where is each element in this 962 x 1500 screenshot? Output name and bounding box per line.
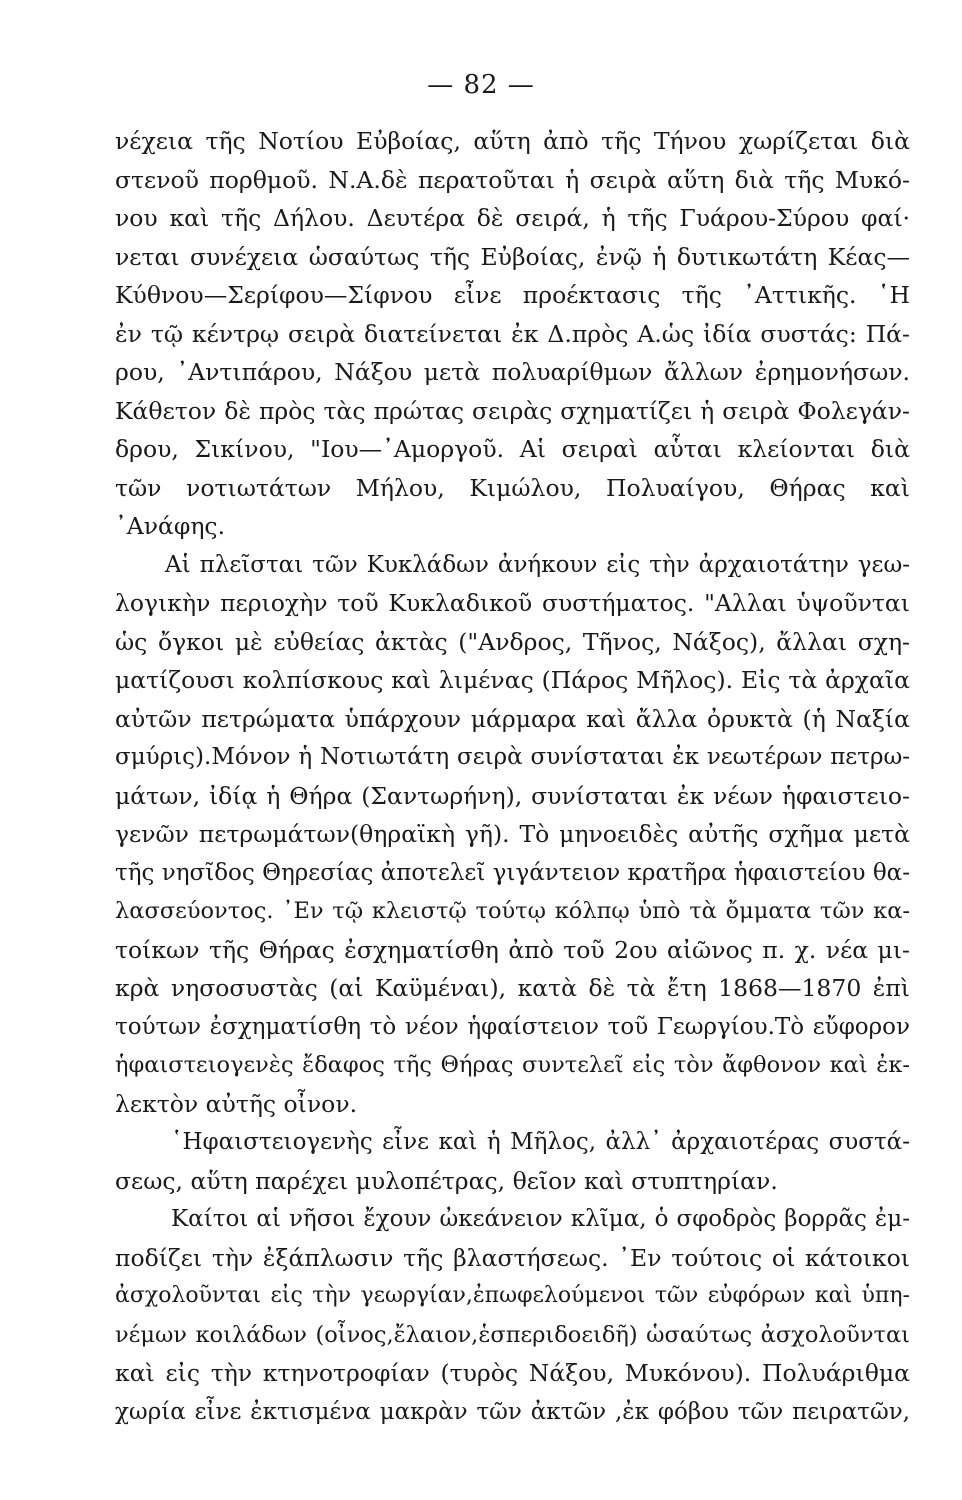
text-line: ἡφαιστειογενὲς ἔδαφος τῆς Θήρας συντελεῖ εἰς τὸν ἄφθονον καὶ ἐκ- bbox=[115, 1052, 910, 1078]
text-line: νέχεια τῆς Νοτίου Εὐβοίας, αὕτη ἀπὸ τῆς Τήνου χωρίζεται διὰ bbox=[115, 127, 910, 155]
text-line: χωρία εἶνε ἐκτισμένα μακρὰν τῶν ἀκτῶν ,ἐκ φόβου τῶν πειρατῶν, bbox=[115, 1398, 910, 1425]
text-line: ἀσχολοῦνται εἰς τὴν γεωργίαν,ἐπωφελούμενοι τῶν εὐφόρων καὶ ὑπη- bbox=[115, 1283, 910, 1308]
text-line: νεται συνέχεια ὡσαύτως τῆς Εὐβοίας, ἐνῷ ἡ δυτικωτάτη Κέας— bbox=[115, 242, 910, 271]
text-line: λεκτὸν αὐτῆς οἶνον. bbox=[115, 1089, 358, 1118]
text-line: Κύθνου—Σερίφου—Σίφνου εἶνε προέκτασις τῆς ᾽Αττικῆς. ῾Η bbox=[115, 281, 910, 309]
text-line: ποδίζει τὴν ἐξάπλωσιν τῆς βλαστήσεως. ᾽Εν τούτοις οἱ κάτοικοι bbox=[115, 1243, 910, 1272]
text-line: Κάθετον δὲ πρὸς τὰς πρώτας σειρὰς σχηματίζει ἡ σειρὰ Φολεγάν- bbox=[115, 396, 910, 425]
text-line: καὶ εἰς τὴν κτηνοτροφίαν (τυρὸς Νάξου, Μυκόνου). Πολυάριθμα bbox=[115, 1359, 910, 1387]
body-text bbox=[115, 122, 910, 1431]
text-line: κρὰ νησοσυστὰς (αἱ Καϋμέναι), κατὰ δὲ τὰ ἔτη 1868—1870 ἐπὶ bbox=[115, 974, 910, 1002]
page-number: — 82 — bbox=[427, 70, 535, 100]
text-line: ὡς ὄγκοι μὲ εὐθείας ἀκτὰς ("Ανδρος, Τῆνος, Νάξος), ἄλλαι σχη- bbox=[115, 627, 910, 656]
text-line: γενῶν πετρωμάτων(θηραϊκὴ γῆ). Τὸ μηνοειδὲς αὐτῆς σχῆμα μετὰ bbox=[115, 820, 910, 848]
text-line: δρου, Σικίνου, "Ιου—᾽Αμοργοῦ. Αἱ σειραὶ αὗται κλείονται διὰ bbox=[115, 435, 910, 463]
text-line: ἐν τῷ κέντρῳ σειρὰ διατείνεται ἐκ Δ.πρὸς Α.ὡς ἰδία συστάς: Πά- bbox=[115, 319, 910, 348]
text-line: Καίτοι αἱ νῆσοι ἔχουν ὠκεάνειον κλῖμα, ὁ σφοδρὸς βορρᾶς ἐμ- bbox=[171, 1206, 910, 1232]
text-line: νου καὶ τῆς Δήλου. Δευτέρα δὲ σειρά, ἡ τῆς Γυάρου-Σύρου φαί· bbox=[115, 204, 910, 232]
text-line: νέμων κοιλάδων (οἶνος,ἔλαιον,ἑσπεριδοειδῆ) ὡσαύτως ἀσχολοῦνται bbox=[115, 1321, 910, 1348]
text-line: λασσεύοντος. ᾽Εν τῷ κλειστῷ τούτῳ κόλπῳ ὑπὸ τὰ ὄμματα τῶν κα- bbox=[115, 898, 910, 924]
text-line: τῶν νοτιωτάτων Μήλου, Κιμώλου, Πολυαίγου, Θήρας καὶ bbox=[115, 473, 910, 502]
text-line: τῆς νησῖδος Θηρεσίας ἀποτελεῖ γιγάντειον κρατῆρα ἡφαιστείου θα- bbox=[115, 859, 910, 886]
text-line: ρου, ᾽Αντιπάρου, Νάξου μετὰ πολυαρίθμων ἄλλων ἐρημονήσων. bbox=[115, 358, 910, 386]
text-line: αὐτῶν πετρώματα ὑπάρχουν μάρμαρα καὶ ἄλλα ὀρυκτὰ (ἡ Ναξία bbox=[115, 704, 910, 733]
text-line: σεως, αὕτη παρέχει μυλοπέτρας, θεῖον καὶ στυπτηρίαν. bbox=[115, 1166, 778, 1195]
text-line: ᾽Ανάφης. bbox=[115, 512, 226, 540]
text-line: στενοῦ πορθμοῦ. Ν.Α.δὲ περατοῦται ἡ σειρὰ αὕτη διὰ τῆς Μυκό- bbox=[115, 165, 910, 194]
text-line: τούτων ἐσχηματίσθη τὸ νέον ἡφαίστειον τοῦ Γεωργίου.Τὸ εὔφορον bbox=[115, 1013, 910, 1040]
text-line: λογικὴν περιοχὴν τοῦ Κυκλαδικοῦ συστήματος. "Αλλαι ὑψοῦνται bbox=[115, 589, 910, 617]
text-line: ῾Ηφαιστειογενὴς εἶνε καὶ ἡ Μῆλος, ἀλλ᾽ ἀρχαιοτέρας συστά- bbox=[171, 1129, 910, 1155]
text-line: τοίκων τῆς Θήρας ἐσχηματίσθη ἀπὸ τοῦ 2ου αἰῶνος π. χ. νέα μι- bbox=[115, 935, 910, 964]
text-line: σμύρις).Μόνον ἡ Νοτιωτάτη σειρὰ συνίσταται ἐκ νεωτέρων πετρω- bbox=[115, 744, 910, 770]
text-line: Αἱ πλεῖσται τῶν Κυκλάδων ἀνήκουν εἰς τὴν ἀρχαιοτάτην γεω- bbox=[165, 551, 910, 578]
text-line: ματίζουσι κολπίσκους καὶ λιμένας (Πάρος Μῆλος). Εἰς τὰ ἀρχαῖα bbox=[115, 666, 910, 694]
text-line: μάτων, ἰδίᾳ ἡ Θήρα (Σαντωρήνη), συνίσταται ἐκ νέων ἡφαιστειο- bbox=[115, 781, 910, 810]
